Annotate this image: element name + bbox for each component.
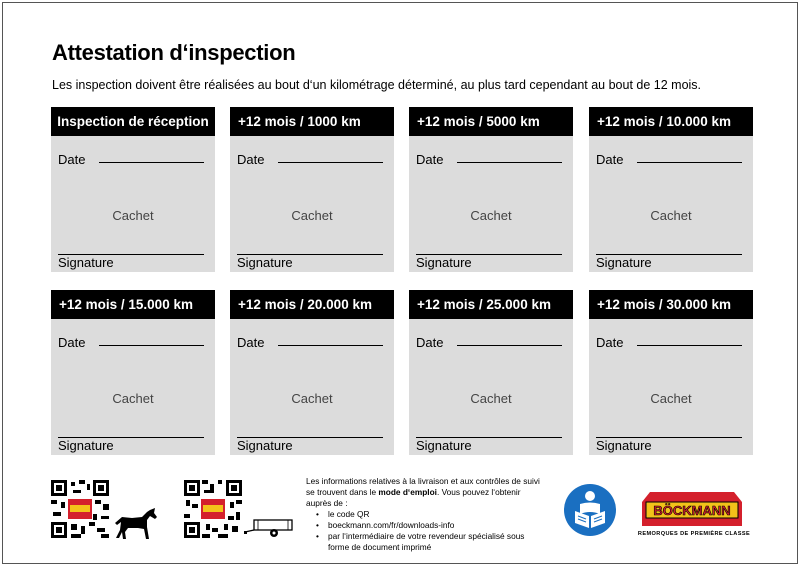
signature-label: Signature [596,438,652,453]
date-label: Date [237,335,265,350]
page-title: Attestation d‘inspection [52,40,296,65]
signature-label: Signature [58,438,114,453]
inspection-card-1 [51,107,215,272]
list-item[interactable]: • boeckmann.com/fr/downloads-info [306,520,546,531]
cachet-label: Cachet [650,391,692,406]
date-line[interactable] [99,162,204,163]
qr-code-horse-trailer[interactable] [51,480,109,538]
horse-icon [114,508,158,545]
card-heading: +12 mois / 5000 km [409,107,573,136]
logo-tagline: REMORQUES DE PREMIÈRE CLASSE [637,531,751,537]
boeckmann-logo [642,490,742,533]
card-heading: +12 mois / 20.000 km [230,290,394,319]
date-line[interactable] [99,345,204,346]
intro-text: Les inspection doivent être réalisées au bout d‘un kilométrage déterminé, au plus tard cependant au bout de 12 mois. [52,78,702,92]
cachet-label: Cachet [112,208,154,223]
date-line[interactable] [278,345,383,346]
qr-code-icon [51,480,109,538]
cachet-label: Cachet [470,208,512,223]
cachet-label: Cachet [291,391,333,406]
list-item: • le code QR [306,509,546,520]
inspection-card-3 [409,107,573,272]
utility-trailer-icon [244,516,296,545]
cachet-label: Cachet [112,391,154,406]
info-pre: Les informations relatives à la livraison et aux contrôles de suivi se trouvent dans le [306,476,540,497]
cachet-label: Cachet [470,391,512,406]
manual-info-paragraph [306,476,546,509]
cachet-label: Cachet [291,208,333,223]
inspection-card-4 [589,107,753,272]
date-line[interactable] [457,345,562,346]
date-label: Date [237,152,265,167]
cachet-label: Cachet [650,208,692,223]
card-heading: +12 mois / 30.000 km [589,290,753,319]
date-line[interactable] [637,162,742,163]
signature-label: Signature [596,255,652,270]
signature-label: Signature [237,438,293,453]
inspection-card-7 [409,290,573,455]
date-label: Date [596,335,624,350]
info-bold: mode d‘emploi [378,487,437,497]
date-line[interactable] [278,162,383,163]
signature-label: Signature [416,255,472,270]
signature-label: Signature [58,255,114,270]
card-heading: +12 mois / 10.000 km [589,107,753,136]
date-label: Date [58,152,86,167]
qr-code-icon [184,480,242,538]
logo-text: BÖCKMANN [653,503,731,518]
date-label: Date [416,152,444,167]
qr-code-utility-trailer[interactable] [184,480,242,538]
card-heading: +12 mois / 25.000 km [409,290,573,319]
card-heading: +12 mois / 15.000 km [51,290,215,319]
inspection-card-2 [230,107,394,272]
info-post: . Vous pouvez l‘obtenir auprès de : [306,487,521,508]
inspection-card-8 [589,290,753,455]
signature-label: Signature [237,255,293,270]
signature-label: Signature [416,438,472,453]
list-item: • par l‘intermédiaire de votre revendeur spécialisé sous forme de document imprimé [306,531,546,553]
card-heading: +12 mois / 1000 km [230,107,394,136]
date-label: Date [416,335,444,350]
source-list [306,509,546,553]
date-label: Date [596,152,624,167]
read-manual-icon [564,484,616,536]
date-line[interactable] [457,162,562,163]
card-heading: Inspection de réception [51,107,215,136]
inspection-card-6 [230,290,394,455]
date-label: Date [58,335,86,350]
manual-info-text [306,476,546,553]
date-line[interactable] [637,345,742,346]
inspection-card-5 [51,290,215,455]
